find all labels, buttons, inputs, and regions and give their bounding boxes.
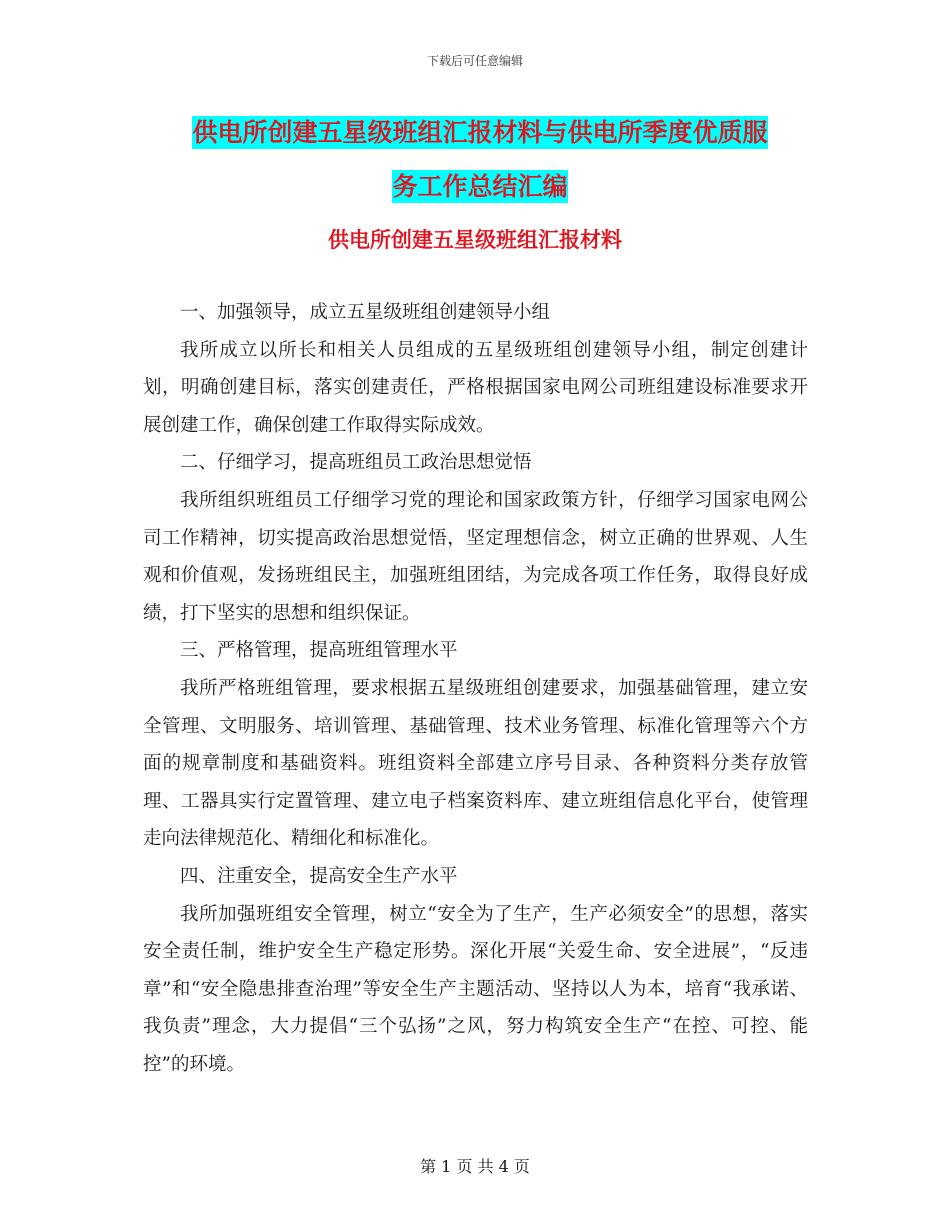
paragraph-1: 我所成立以所长和相关人员组成的五星级班组创建领导小组，制定创建计划，明确创建目标，落实创建责任，严格根据国家电网公司班组建设标准要求开展创建工作，确保创建工作取得实际成效。 (143, 339, 808, 436)
paragraph-2: 我所组织班组员工仔细学习党的理论和国家政策方针，仔细学习国家电网公司工作精神，切实提高政治思想觉悟，坚定理想信念，树立正确的世界观、人生观和价值观，发扬班组民主，加强班组团结，为完成各项工作任务，取得良好成绩，打下坚实的思想和组织保证。 (143, 489, 808, 624)
heading-2: 二、仔细学习，提高班组员工政治思想觉悟 (180, 452, 532, 474)
document-body (143, 294, 808, 1083)
paragraph-3: 我所严格班组管理，要求根据五星级班组创建要求，加强基础管理，建立安全管理、文明服务、培训管理、基础管理、技术业务管理、标准化管理等六个方面的规章制度和基础资料。班组资料全部建立序号目录、各种资料分类存放管理、工器具实行定置管理、建立电子档案资料库、建立班组信息化平台，使管理走向法律规范化、精细化和标准化。 (143, 677, 808, 850)
page-header-note: 下载后可任意编辑 (426, 54, 523, 68)
heading-4: 四、注重安全，提高安全生产水平 (180, 865, 458, 887)
heading-1: 一、加强领导，成立五星级班组创建领导小组 (180, 302, 551, 323)
paragraph-4: 我所加强班组安全管理，树立“安全为了生产，生产必须安全”的思想，落实安全责任制，维护安全生产稳定形势。深化开展“关爱生命、安全进展”，“反违章”和“安全隐患排查治理”等安全生产主题活动、坚持以人为本，培育“我承诺、我负责”理念，大力提倡“三个弘扬”之风，努力构筑安全生产“在控、可控、能控”的环境。 (143, 903, 808, 1075)
title-line-1: 供电所创建五星级班组汇报材料与供电所季度优质服 (192, 118, 768, 147)
document-title (140, 106, 820, 214)
section-subtitle: 供电所创建五星级班组汇报材料 (328, 228, 622, 252)
heading-3: 三、严格管理，提高班组管理水平 (180, 640, 458, 662)
page-number: 第 1 页 共 4 页 (420, 1157, 530, 1176)
title-line-2: 务工作总结汇编 (392, 172, 568, 201)
